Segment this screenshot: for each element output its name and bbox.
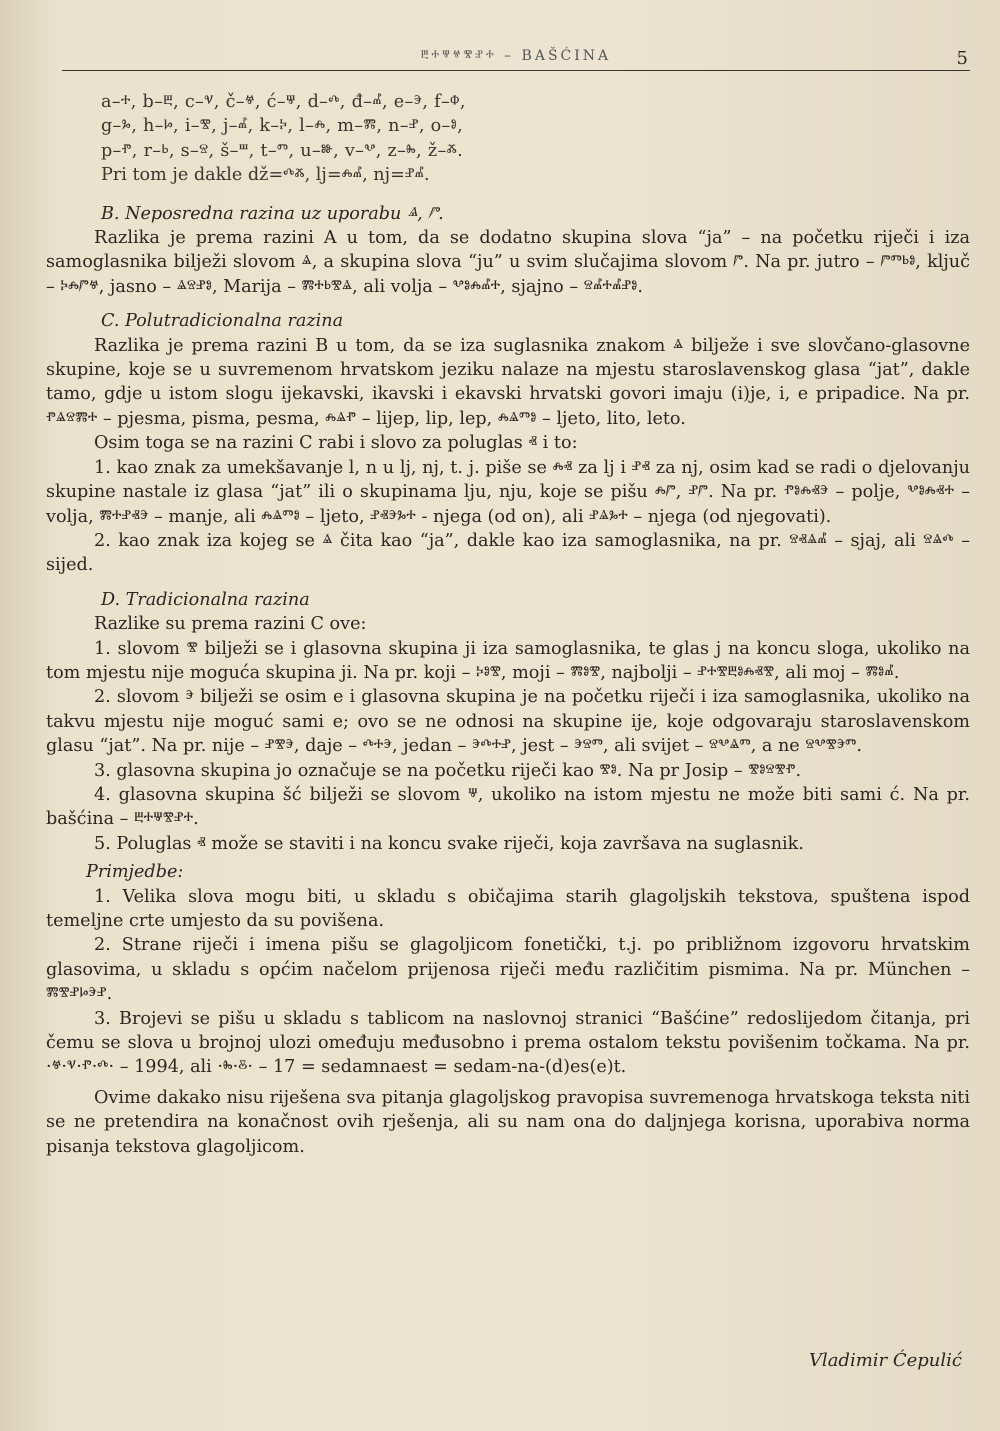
- alphabet-line-2: g–ⰳ, h–ⱈ, i–ⰺ, j–ⰼ, k–ⰽ, l–ⰾ, m–ⰿ, n–ⱀ, o–ⱁ,: [101, 116, 464, 137]
- section-b-paragraph: Razlika je prema razini A u tom, da se dodatno skupina slova “ja” – na početku riječi i iza samoglasnika bilježi slovom ⱑ, a skupina slova “ju” u svim slučajima slovom ⱓ. Na pr. jutro – ⱓⱅⱃⱁ, ključ – ⰽⰾⱓⱍ, jasno – ⱑⱄⱀⱁ, Marija – ⰿⰰⱃⰺⱑ, ali volja – ⰲⱁⰾⰼⰰ, sjajno – ⱄⰼⰰⰼⱀⱁ.: [46, 228, 970, 297]
- section-d-heading: D. Tradicionalna razina: [101, 589, 310, 610]
- section-d-item-5: 5. Poluglas ⱏ može se staviti i na koncu svake riječi, koja završava na suglasnik.: [94, 833, 804, 854]
- remark-3: 3. Brojevi se pišu u skladu s tablicom na naslovnoj stranici “Bašćine” redoslijedom čitanja, pri čemu se slova u brojnoj ulozi omeđuju međusobno i prema ostalom tekstu povišenim točkama. Na pr. ·ⱍ·ⱌ·ⱂ·ⰴ· – 1994, ali ·ⰸ·ⰻ· – 17 = sedamnaest = sedam-na-(d)es(e)t.: [46, 1008, 970, 1078]
- section-c-paragraph-2: Osim toga se na razini C rabi i slovo za poluglas ⱏ i to:: [94, 433, 578, 454]
- header-title: ⰱⰰⱋⱍⰺⱀⰰ – BAŠĆINA: [420, 48, 612, 64]
- section-c-heading: C. Polutradicionalna razina: [101, 311, 344, 332]
- alphabet-line-4: Pri tom je dakle dž=ⰴⰶ, lj=ⰾⰼ, nj=ⱀⰼ.: [101, 165, 430, 186]
- section-d-item-2: 2. slovom ⰵ bilježi se osim e i glasovna skupina je na početku riječi i iza samoglasnika, ukoliko na takvu mjestu nije moguć sami e; ovo se ne odnosi na skupine ije, koje odgovaraju staroslavenskom glasu “jat”. Na pr. nije – ⱀⰺⰵ, daje – ⰴⰰⰵ, jedan – ⰵⰴⰰⱀ, jest – ⰵⱄⱅ, ali svijet – ⱄⰲⱑⱅ, a ne ⱄⰲⰺⰵⱅ.: [46, 687, 970, 757]
- section-c-item-1: 1. kao znak za umekšavanje l, n u lj, nj, t. j. piše se ⰾⱏ za lj i ⱀⱏ za nj, osim kad se radi o djelovanju skupine nastale iz glasa “jat” ili o skupinama lju, nju, koje se pišu ⰾⱓ, ⱀⱓ. Na pr. ⱂⱁⰾⱏⰵ – polje, ⰲⱁⰾⱏⰰ – volja, ⰿⰰⱀⱏⰵ – manje, ali ⰾⱑⱅⱁ – ljeto, ⱀⱏⰵⰳⰰ - njega (od on), ali ⱀⱑⰳⰰ – njega (od njegovati).: [46, 457, 970, 527]
- section-d-item-3: 3. glasovna skupina jo označuje se na početku riječi kao ⰺⱁ. Na pr Josip – ⰺⱁⱄⰺⱂ.: [94, 760, 802, 781]
- page-number: 5: [956, 48, 968, 69]
- section-c-paragraph-1: Razlika je prema razini B u tom, da se iza suglasnika znakom ⱑ bilježe i sve slovčano-glasovne skupine, koje se u suvremenom hrvatskom jeziku nalaze na mjestu staroslavenskog glasa “jat”, dakle tamo, gdje u istom slogu ijekavski, ikavski i ekavski hrvatski govori imaju (i)je, i, e pripadice. Na pr. ⱂⱑⱄⰿⰰ – pjesma, pisma, pesma, ⰾⱑⱂ – lijep, lip, lep, ⰾⱑⱅⱁ – ljeto, lito, leto.: [46, 335, 970, 429]
- page-body: [46, 90, 970, 1159]
- author-signature: Vladimir Ćepulić: [808, 1350, 962, 1371]
- remark-1: 1. Velika slova mogu biti, u skladu s običajima starih glagoljskih tekstova, spuštena ispod temeljne crte umjesto da su povišena.: [46, 886, 970, 931]
- section-d-item-1: 1. slovom ⰺ bilježi se i glasovna skupina ji iza samoglasnika, te glas j na koncu sloga, ukoliko na tom mjestu nije moguća skupina ji. Na pr. koji – ⰽⱁⰺ, moji – ⰿⱁⰺ, najbolji – ⱀⰰⰺⰱⱁⰾⱏⰺ, ali moj – ⰿⱁⰼ.: [46, 638, 970, 683]
- section-b-heading: B. Neposredna razina uz uporabu ⱑ, ⱓ.: [101, 203, 444, 224]
- alphabet-line-3: p–ⱂ, r–ⱃ, s–ⱄ, š–ⱎ, t–ⱅ, u–ⱆ, v–ⰲ, z–ⰸ, ž–ⰶ.: [101, 140, 463, 161]
- closing-paragraph: Ovime dakako nisu riješena sva pitanja glagoljskog pravopisa suvremenoga hrvatskoga teksta niti se ne pretendira na konačnost ovih rješenja, ali su nam ona do daljnjega korisna, uporabiva norma pisanja tekstova glagoljicom.: [46, 1087, 970, 1157]
- section-c-item-2: 2. kao znak iza kojeg se ⱑ čita kao “ja”, dakle kao iza samoglasnika, na pr. ⱄⱏⱑⰼ – sjaj, ali ⱄⱑⰴ – sijed.: [46, 530, 970, 576]
- section-d-intro: Razlike su prema razini C ove:: [94, 614, 367, 635]
- alphabet-line-1: a–ⰰ, b–ⰱ, c–ⱌ, č–ⱍ, ć–ⱋ, d–ⰴ, đ–ⰼ, e–ⰵ, f–ⱇ,: [101, 92, 466, 112]
- running-header: [62, 44, 970, 71]
- remark-2: 2. Strane riječi i imena pišu se glagoljicom fonetički, t.j. po približnom izgovoru hrvatskim glasovima, u skladu s općim načelom prijenosa riječi među različitim pismima. Na pr. München – ⰿⰺⱀⱈⰵⱀ.: [46, 935, 970, 1005]
- remarks-heading: Primjedbe:: [86, 862, 184, 883]
- section-d-item-4: 4. glasovna skupina šć bilježi se slovom ⱋ, ukoliko na istom mjestu ne može biti sami ć. Na pr. bašćina – ⰱⰰⱋⰺⱀⰰ.: [46, 784, 970, 830]
